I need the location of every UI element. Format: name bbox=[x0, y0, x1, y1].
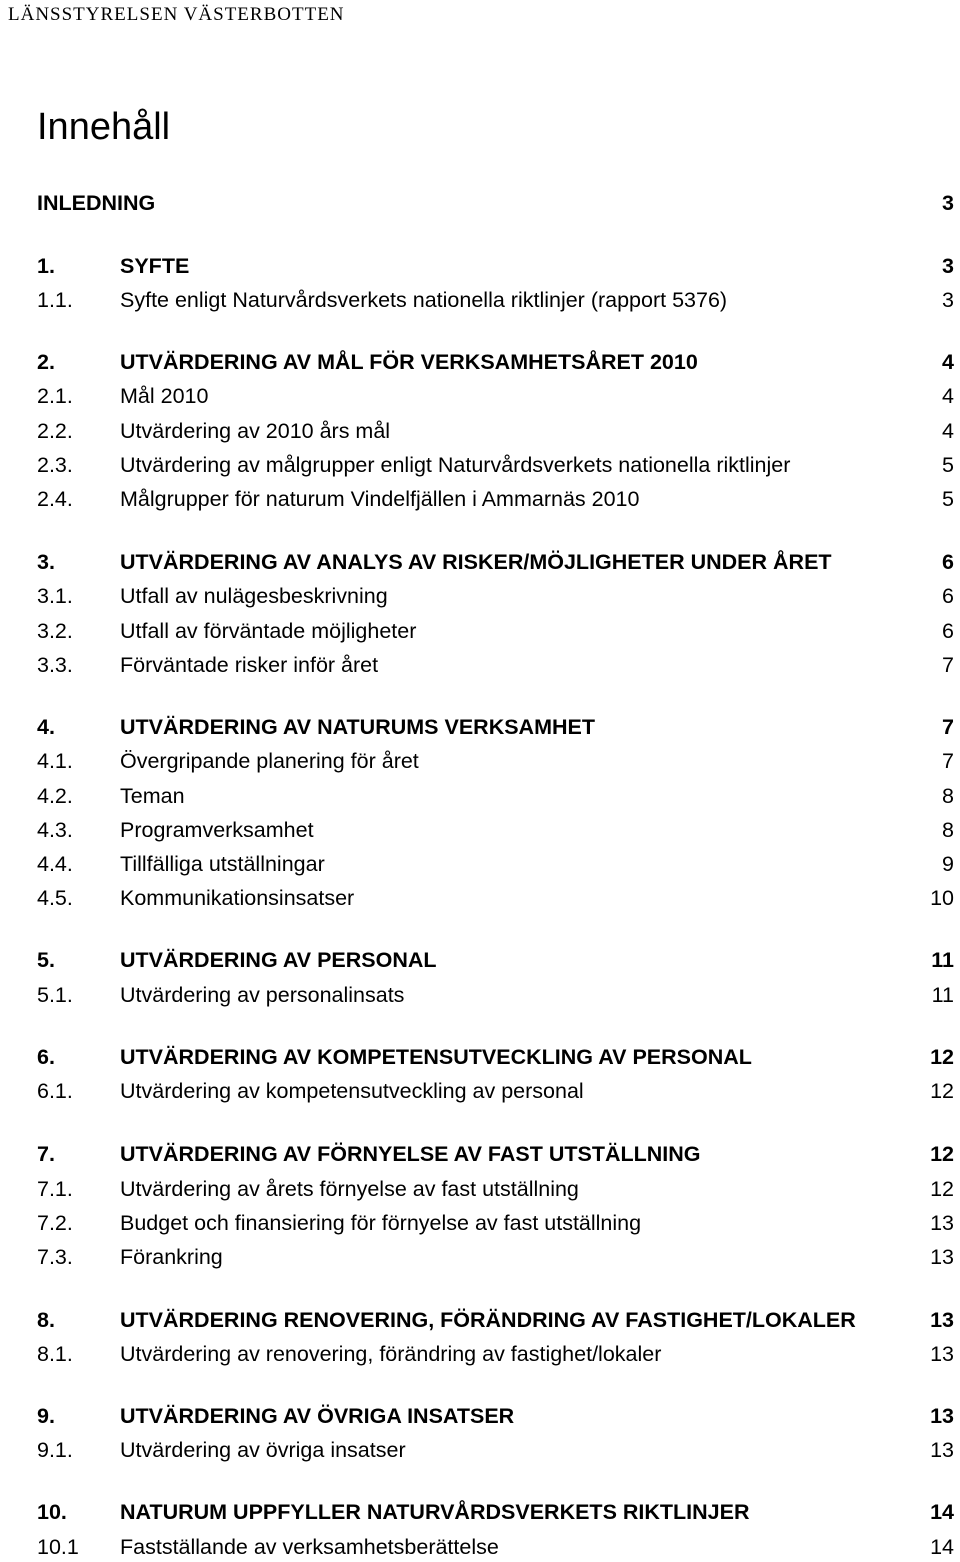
document-header: LÄNSSTYRELSEN VÄSTERBOTTEN bbox=[8, 4, 345, 25]
toc-page-number: 7 bbox=[942, 749, 954, 773]
toc-number: 4.5. bbox=[37, 886, 73, 910]
toc-page-number: 8 bbox=[942, 818, 954, 842]
toc-number: 10. bbox=[37, 1500, 67, 1524]
toc-row[interactable] bbox=[37, 1076, 954, 1106]
toc-page-number: 9 bbox=[942, 852, 954, 876]
toc-entry-title: UTVÄRDERING AV KOMPETENSUTVECKLING AV PERSONAL bbox=[120, 1045, 752, 1069]
toc-number: 5.1. bbox=[37, 983, 73, 1007]
toc-page-number: 14 bbox=[930, 1535, 954, 1559]
toc-page-number: 10 bbox=[930, 886, 954, 910]
toc-heading-row[interactable] bbox=[37, 188, 954, 218]
toc-number: 3.2. bbox=[37, 619, 73, 643]
toc-entry-title: UTVÄRDERING AV NATURUMS VERKSAMHET bbox=[120, 715, 595, 739]
toc-page-number: 4 bbox=[942, 419, 954, 443]
toc-entry-title: Utvärdering av kompetensutveckling av personal bbox=[120, 1079, 584, 1103]
toc-entry-title: Utvärdering av renovering, förändring av fastighet/lokaler bbox=[120, 1342, 662, 1366]
toc-page-number: 5 bbox=[942, 453, 954, 477]
page-title: Innehåll bbox=[37, 106, 171, 148]
toc-row[interactable] bbox=[37, 450, 954, 480]
toc-page-number: 8 bbox=[942, 784, 954, 808]
toc-number: 3.3. bbox=[37, 653, 73, 677]
toc-entry-title: UTVÄRDERING AV ÖVRIGA INSATSER bbox=[120, 1404, 515, 1428]
toc-number: 7.2. bbox=[37, 1211, 73, 1235]
toc-entry-title: UTVÄRDERING AV ANALYS AV RISKER/MÖJLIGHETER UNDER ÅRET bbox=[120, 550, 832, 574]
toc-page-number: 13 bbox=[930, 1404, 954, 1428]
toc-number: 6. bbox=[37, 1045, 55, 1069]
toc-number: INLEDNING bbox=[37, 191, 156, 215]
toc-heading-row[interactable] bbox=[37, 1139, 954, 1169]
toc-entry-title: UTVÄRDERING AV FÖRNYELSE AV FAST UTSTÄLLNING bbox=[120, 1142, 701, 1166]
toc-page-number: 6 bbox=[942, 584, 954, 608]
toc-page-number: 11 bbox=[931, 983, 954, 1007]
toc-number: 4.3. bbox=[37, 818, 73, 842]
toc-entry-title: UTVÄRDERING AV MÅL FÖR VERKSAMHETSÅRET 2010 bbox=[120, 350, 698, 374]
toc-page-number: 4 bbox=[942, 350, 954, 374]
toc-number: 2.4. bbox=[37, 487, 73, 511]
toc-page-number: 4 bbox=[942, 384, 954, 408]
toc-entry-title: Kommunikationsinsatser bbox=[120, 886, 355, 910]
toc-page-number: 13 bbox=[930, 1211, 954, 1235]
toc-row[interactable] bbox=[37, 781, 954, 811]
toc-number: 4.4. bbox=[37, 852, 73, 876]
toc-page-number: 13 bbox=[930, 1245, 954, 1269]
toc-number: 4.1. bbox=[37, 749, 73, 773]
toc-number: 1. bbox=[37, 254, 55, 278]
toc-page-number: 13 bbox=[930, 1438, 954, 1462]
toc-entry-title: Teman bbox=[120, 784, 185, 808]
toc-page-number: 12 bbox=[930, 1079, 954, 1103]
toc-row[interactable] bbox=[37, 616, 954, 646]
toc-page-number: 12 bbox=[930, 1045, 954, 1069]
toc-heading-row[interactable] bbox=[37, 1305, 954, 1335]
toc-number: 9. bbox=[37, 1404, 55, 1428]
toc-number: 6.1. bbox=[37, 1079, 73, 1103]
toc-number: 2.2. bbox=[37, 419, 73, 443]
toc-number: 2. bbox=[37, 350, 55, 374]
toc-entry-title: Tillfälliga utställningar bbox=[120, 852, 325, 876]
toc-row[interactable] bbox=[37, 1339, 954, 1369]
toc-number: 9.1. bbox=[37, 1438, 73, 1462]
toc-row[interactable] bbox=[37, 1435, 954, 1465]
toc-entry-title: Utvärdering av personalinsats bbox=[120, 983, 405, 1007]
toc-number: 10.1 bbox=[37, 1535, 79, 1559]
toc-entry-title: Utvärdering av målgrupper enligt Naturvårdsverkets nationella riktlinjer bbox=[120, 453, 791, 477]
toc-page-number: 12 bbox=[930, 1142, 954, 1166]
toc-row[interactable] bbox=[37, 484, 954, 514]
toc-entry-title: NATURUM UPPFYLLER NATURVÅRDSVERKETS RIKTLINJER bbox=[120, 1500, 750, 1524]
toc-heading-row[interactable] bbox=[37, 1497, 954, 1527]
toc-heading-row[interactable] bbox=[37, 1042, 954, 1072]
toc-entry-title: Förankring bbox=[120, 1245, 223, 1269]
toc-number: 2.1. bbox=[37, 384, 73, 408]
toc-entry-title: Utvärdering av årets förnyelse av fast utställning bbox=[120, 1177, 579, 1201]
toc-page-number: 6 bbox=[942, 619, 954, 643]
toc-page-number: 7 bbox=[942, 715, 954, 739]
toc-number: 4. bbox=[37, 715, 55, 739]
toc-number: 3. bbox=[37, 550, 55, 574]
toc-number: 2.3. bbox=[37, 453, 73, 477]
toc-row[interactable] bbox=[37, 285, 954, 315]
toc-number: 7.3. bbox=[37, 1245, 73, 1269]
toc-entry-title: UTVÄRDERING AV PERSONAL bbox=[120, 948, 437, 972]
toc-entry-title: Övergripande planering för året bbox=[120, 749, 419, 773]
toc-entry-title: Budget och finansiering för förnyelse av fast utställning bbox=[120, 1211, 642, 1235]
toc-number: 1.1. bbox=[37, 288, 73, 312]
toc-page-number: 5 bbox=[942, 487, 954, 511]
toc-row[interactable] bbox=[37, 815, 954, 845]
toc-row[interactable] bbox=[37, 1208, 954, 1238]
toc-page-number: 6 bbox=[942, 550, 954, 574]
toc-row[interactable] bbox=[37, 650, 954, 680]
toc-number: 7. bbox=[37, 1142, 55, 1166]
toc-page-number: 3 bbox=[942, 288, 954, 312]
toc-row[interactable] bbox=[37, 1242, 954, 1272]
toc-row[interactable] bbox=[37, 1174, 954, 1204]
toc-number: 5. bbox=[37, 948, 55, 972]
toc-page-number: 13 bbox=[930, 1342, 954, 1366]
toc-row[interactable] bbox=[37, 883, 954, 913]
toc-row[interactable] bbox=[37, 849, 954, 879]
toc-row[interactable] bbox=[37, 381, 954, 411]
toc-number: 8.1. bbox=[37, 1342, 73, 1366]
toc-entry-title: Målgrupper för naturum Vindelfjällen i Ammarnäs 2010 bbox=[120, 487, 640, 511]
toc-heading-row[interactable] bbox=[37, 251, 954, 281]
toc-heading-row[interactable] bbox=[37, 547, 954, 577]
toc-entry-title: Förväntade risker inför året bbox=[120, 653, 379, 677]
toc-row[interactable] bbox=[37, 416, 954, 446]
toc-number: 4.2. bbox=[37, 784, 73, 808]
toc-page-number: 11 bbox=[931, 948, 954, 972]
toc-entry-title: Mål 2010 bbox=[120, 384, 209, 408]
toc-entry-title: Utvärdering av övriga insatser bbox=[120, 1438, 406, 1462]
toc-entry-title: UTVÄRDERING RENOVERING, FÖRÄNDRING AV FASTIGHET/LOKALER bbox=[120, 1308, 856, 1332]
toc-heading-row[interactable] bbox=[37, 1401, 954, 1431]
toc-heading-row[interactable] bbox=[37, 712, 954, 742]
toc-entry-title: SYFTE bbox=[120, 254, 190, 278]
toc-row[interactable] bbox=[37, 746, 954, 776]
toc-number: 8. bbox=[37, 1308, 55, 1332]
toc-entry-title: Syfte enligt Naturvårdsverkets nationella riktlinjer (rapport 5376) bbox=[120, 288, 728, 312]
toc-number: 3.1. bbox=[37, 584, 73, 608]
toc-entry-title: Utvärdering av 2010 års mål bbox=[120, 419, 391, 443]
toc-page-number: 12 bbox=[930, 1177, 954, 1201]
toc-page-number: 3 bbox=[942, 191, 954, 215]
toc-page-number: 14 bbox=[930, 1500, 954, 1524]
toc-page-number: 13 bbox=[930, 1308, 954, 1332]
toc-heading-row[interactable] bbox=[37, 347, 954, 377]
toc-row[interactable] bbox=[37, 980, 954, 1010]
toc-page-number: 3 bbox=[942, 254, 954, 278]
toc-entry-title: Utfall av nulägesbeskrivning bbox=[120, 584, 388, 608]
toc-row[interactable] bbox=[37, 581, 954, 611]
toc-entry-title: Utfall av förväntade möjligheter bbox=[120, 619, 417, 643]
toc-page-number: 7 bbox=[942, 653, 954, 677]
toc-number: 7.1. bbox=[37, 1177, 73, 1201]
toc-entry-title: Programverksamhet bbox=[120, 818, 314, 842]
toc-heading-row[interactable] bbox=[37, 945, 954, 975]
toc-entry-title: Fastställande av verksamhetsberättelse bbox=[120, 1535, 499, 1559]
